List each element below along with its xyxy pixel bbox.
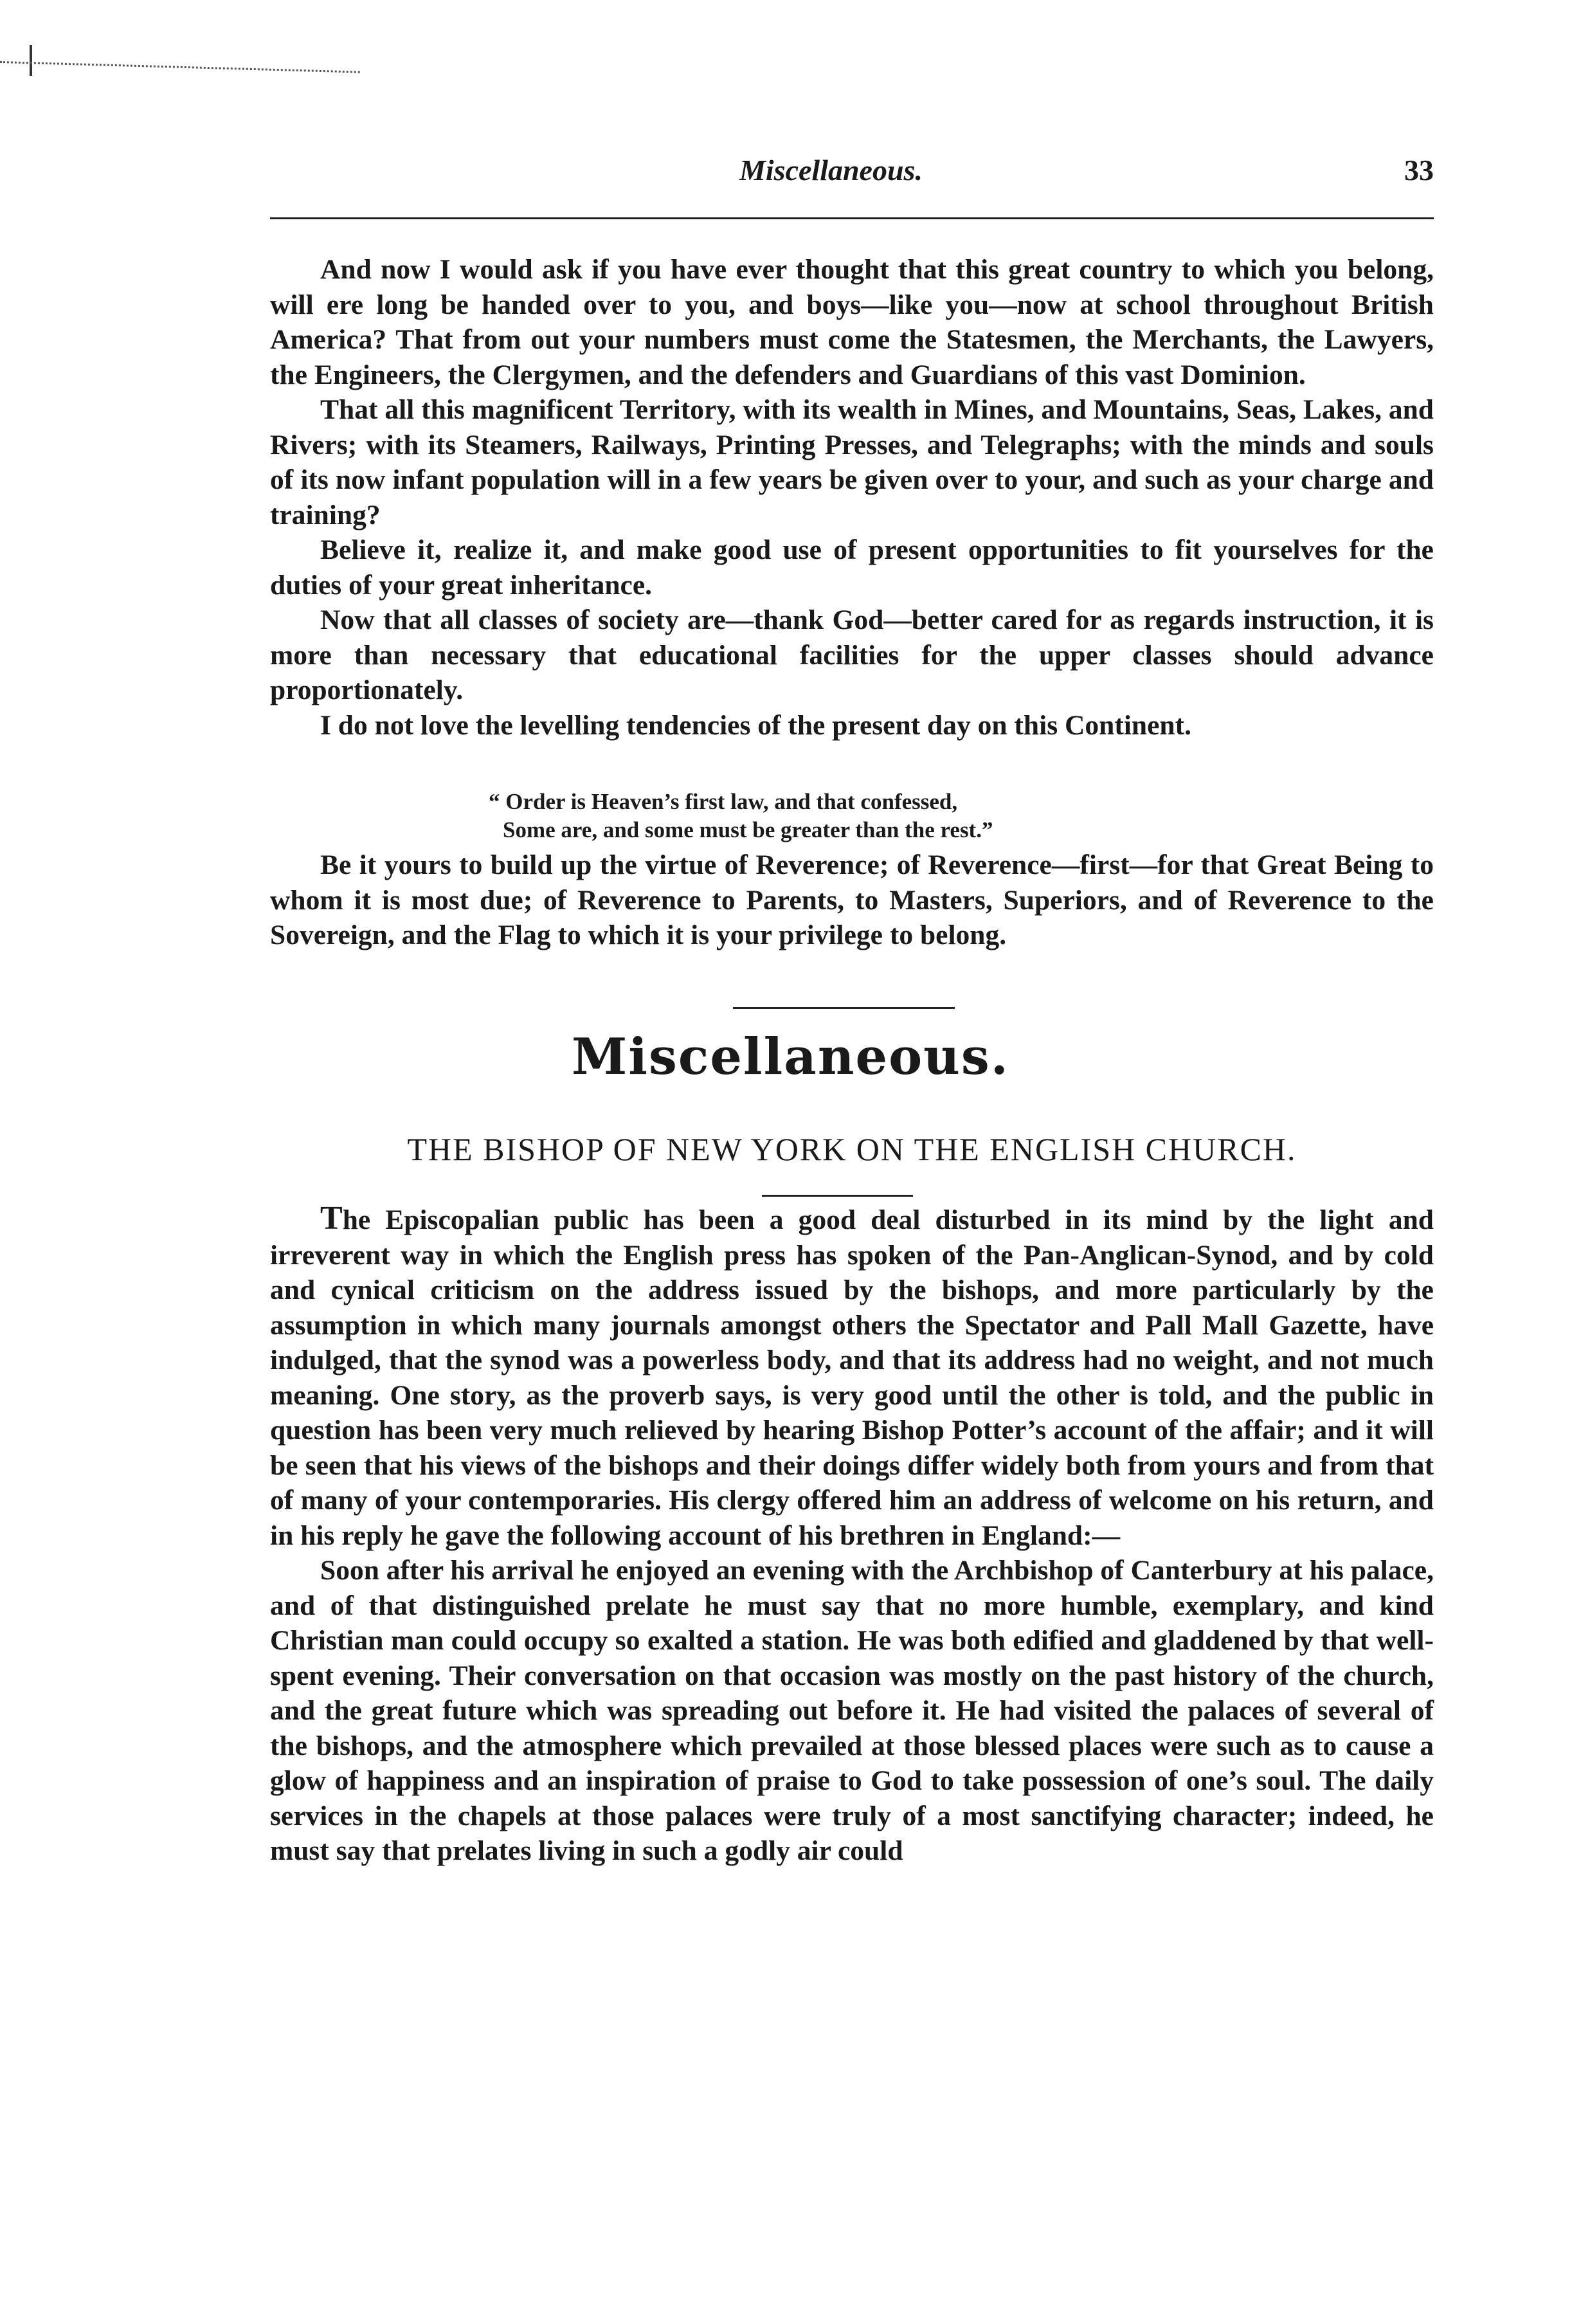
running-title: Miscellaneous. — [739, 154, 923, 186]
quote-line: “ Order is Heaven’s first law, and that confessed, — [489, 789, 958, 814]
paragraph: That all this magnificent Territory, with its wealth in Mines, and Mountains, Seas, Lakes, and Rivers; with its Steamers, Railways, Printing Presses, and Telegraphs; with the minds and souls of its now infant population will in a few years be given over to your, and such as your charge and training? — [270, 394, 1434, 531]
article-title: THE BISHOP OF NEW YORK ON THE ENGLISH CHURCH. — [407, 1131, 1297, 1167]
section-heading: Miscellaneous. — [572, 1028, 1009, 1086]
header-rule — [270, 217, 1434, 219]
closing-paragraph-block — [270, 848, 1434, 953]
paragraph: I do not love the levelling tendencies of the present day on this Continent. — [320, 709, 1191, 741]
paragraph: Soon after his arrival he enjoyed an evening with the Archbishop of Canterbury at his palace, and of that distinguished prelate he must say that no more humble, exemplary, and kind Christian man could occupy so exalted a station. He was both edified and gladdened by that well-spent evening. Their conversation on that occasion was mostly on the past history of the church, and the great future which was spreading out before it. He had visited the palaces of several of the bishops, and the atmosphere which prevailed at those blessed places were such as to cause a glow of happiness and an inspiration of praise to God to take possession of one’s soul. The daily services in the chapels at those palaces were truly of a most sanctifying character; indeed, he must say that prelates living in such a godly air could — [270, 1555, 1434, 1866]
closing-address — [270, 252, 1434, 743]
paragraph: The Episcopalian public has been a good deal disturbed in its mind by the light and irreverent way in which the English press has spoken of the Pan-Anglican-Synod, and by cold and cynical criticism on the address issued by the bishops, and more particularly by the assumption in which many journals amongst others the Spectator and Pall Mall Gazette, have indulged, that the synod was a powerless body, and that its address had no weight, and not much meaning. One story, as the proverb says, is very good until the other is told, and the public in question has been very much relieved by hearing Bishop Potter’s account of the affair; and it will be seen that his views of the bishops and their doings differ widely both from yours and from that of many of your contemporaries. His clergy offered him an address of welcome on his return, and in his reply he gave the following account of his brethren in England:— — [270, 1200, 1434, 1551]
title-rule — [762, 1195, 913, 1197]
running-head — [276, 153, 1434, 198]
paragraph: Be it yours to build up the virtue of Reverence; of Reverence—first—for that Great Being to whom it is most due; of Reverence to Parents, to Masters, Superiors, and of Reverence to the Sovereign, and the Flag to which it is your privilege to belong. — [270, 849, 1434, 950]
paragraph: Now that all classes of society are—thank God—better cared for as regards instruction, it is more than necessary that educational facilities for the upper classes should advance proportionately. — [270, 604, 1434, 705]
article-body — [270, 1201, 1434, 1869]
paragraph: And now I would ask if you have ever thought that this great country to which you belong, will ere long be handed over to you, and boys—like you—now at school throughout British America? That from out your numbers must come the Statesmen, the Merchants, the Lawyers, the Engineers, the Clergymen, and the defenders and Guardians of this vast Dominion. — [270, 254, 1434, 390]
section-divider — [733, 1007, 955, 1009]
quote-line: Some are, and some must be greater than the rest.” — [503, 817, 993, 842]
scan-artifact-edge — [0, 61, 360, 87]
paragraph: Believe it, realize it, and make good use of present opportunities to fit yourselves for the duties of your great inheritance. — [270, 534, 1434, 601]
page-number: 33 — [1404, 154, 1434, 186]
verse-quote — [489, 788, 1260, 844]
